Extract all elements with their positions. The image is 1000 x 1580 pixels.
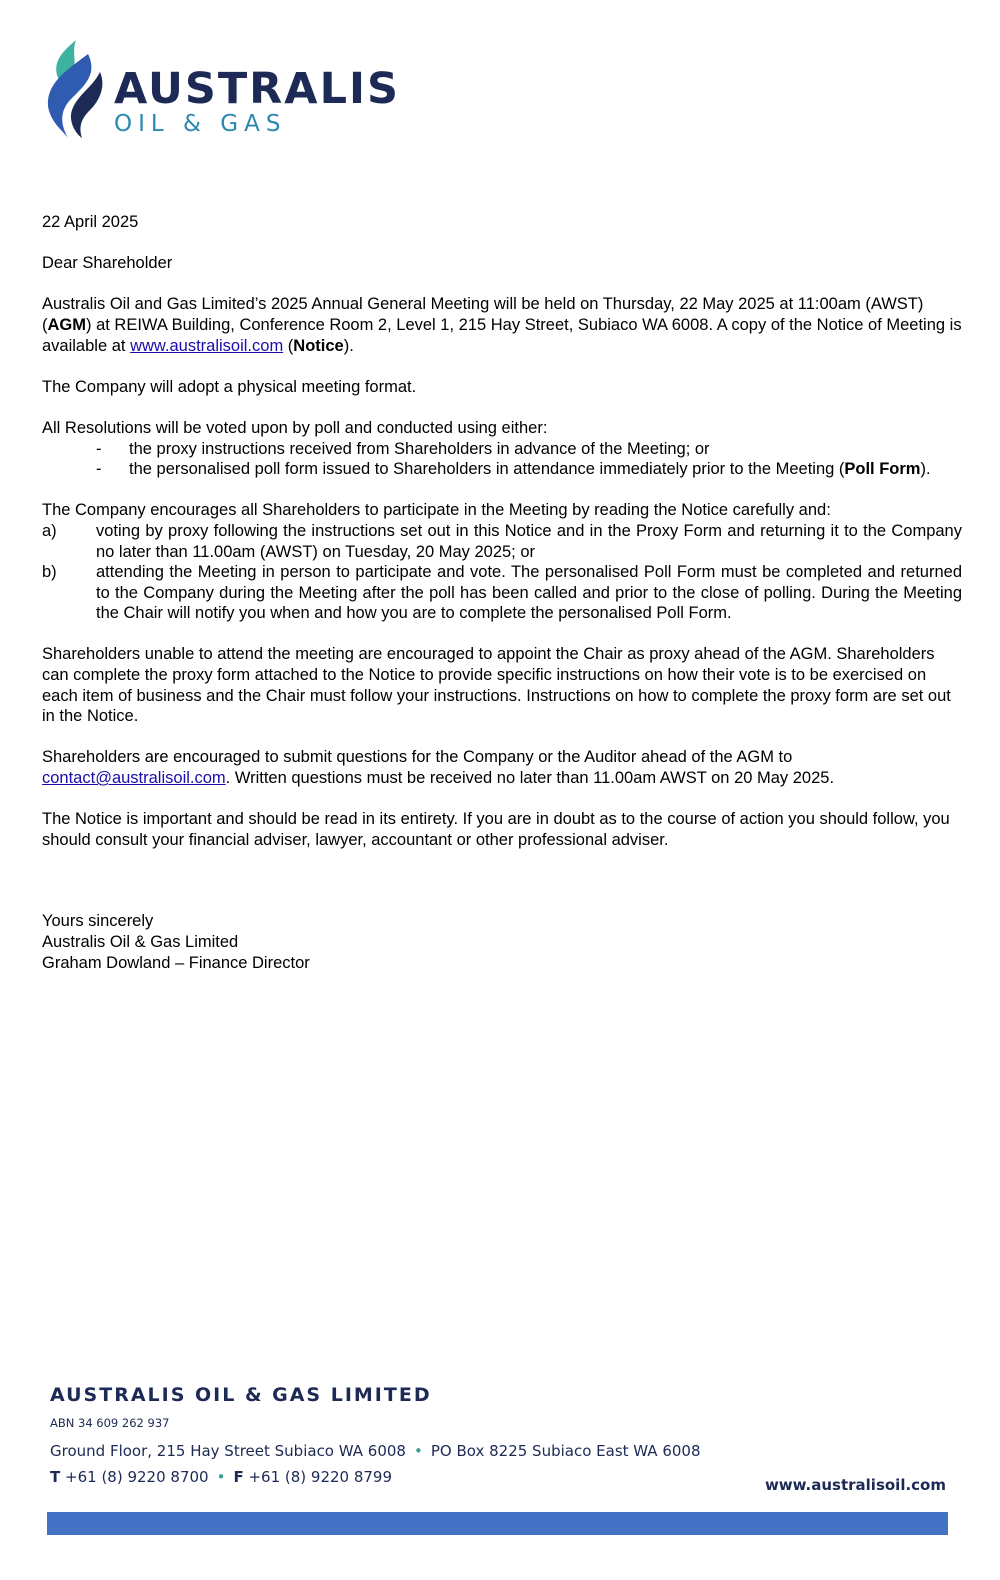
logo-wordmark: AUSTRALIS — [114, 64, 400, 114]
website-link[interactable]: www.australisoil.com — [130, 336, 284, 355]
list-item — [42, 459, 962, 480]
list-item-text: attending the Meeting in person to participate and vote. The personalised Poll Form must be completed and returned to the Company during the Meeting after the poll has been called and prior to the close of polling. During the Meeting the Chair will notify you when and how you are to complete the personalised Poll Form. — [96, 563, 962, 623]
list-marker: - — [96, 460, 102, 479]
list-marker: b) — [42, 563, 57, 582]
bold-term-agm: AGM — [47, 315, 86, 334]
letter-body — [42, 212, 962, 973]
footer-color-bar — [47, 1512, 948, 1535]
footer-address — [50, 1442, 950, 1460]
paragraph-meeting-details — [42, 294, 962, 356]
email-link[interactable]: contact@australisoil.com — [42, 769, 226, 788]
letter-closing — [42, 911, 962, 973]
footer-abn: ABN 34 609 262 937 — [50, 1416, 170, 1430]
list-marker: - — [96, 439, 102, 458]
salutation: Dear Shareholder — [42, 254, 173, 273]
bold-term-notice: Notice — [293, 336, 344, 355]
letterhead-footer — [50, 1384, 950, 1494]
text-segment: ( — [283, 336, 294, 355]
street-address: Ground Floor, 215 Hay Street Subiaco WA 6008 — [50, 1442, 406, 1460]
text-segment: Australis Oil and Gas Limited’s 2025 Annual General Meeting will be held on Thursday, 22 May 2025 at 11:00am (AWST) ( — [42, 295, 924, 334]
list-item-text: the personalised poll form issued to Shareholders in attendance immediately prior to the Meeting ( — [129, 460, 845, 479]
signatory-name: Graham Dowland – Finance Director — [42, 953, 310, 972]
phone-label: T — [50, 1468, 61, 1486]
phone-number: +61 (8) 9220 8700 — [65, 1468, 209, 1486]
paragraph-resolutions-intro: All Resolutions will be voted upon by poll and conducted using either: — [42, 418, 548, 437]
paragraph-participation-intro: The Company encourages all Shareholders to participate in the Meeting by reading the Notice carefully and: — [42, 501, 831, 520]
company-logo — [42, 38, 400, 143]
list-marker: a) — [42, 521, 57, 540]
bullet-separator: • — [216, 1468, 226, 1486]
bold-term-poll-form: Poll Form — [844, 460, 921, 479]
list-item-text: the proxy instructions received from Shareholders in advance of the Meeting; or — [129, 439, 710, 458]
po-box-address: PO Box 8225 Subiaco East WA 6008 — [430, 1442, 701, 1460]
text-segment: Shareholders are encouraged to submit questions for the Company or the Auditor ahead of the AGM to — [42, 748, 793, 767]
footer-company-name: AUSTRALIS OIL & GAS LIMITED — [50, 1384, 432, 1406]
text-segment: ). — [343, 336, 354, 355]
list-item-text: voting by proxy following the instructions set out in this Notice and in the Proxy Form and returning it to the Company no later than 11.00am (AWST) on Tuesday, 20 May 2025; or — [96, 521, 962, 561]
logo-subtitle: OIL & GAS — [114, 111, 287, 137]
letter-date: 22 April 2025 — [42, 213, 139, 231]
signatory-company: Australis Oil & Gas Limited — [42, 933, 239, 951]
list-item-tail: ). — [920, 460, 931, 479]
text-segment: ) at REIWA Building, Conference Room 2, Level 1, 215 Hay Street, Subiaco WA 6008. A copy of the Notice of Meeting is available at — [42, 315, 962, 355]
paragraph-important-notice: The Notice is important and should be read in its entirety. If you are in doubt as to the course of action you should follow, you should consult your financial adviser, lawyer, accountant or other professional adviser. — [42, 810, 950, 849]
text-segment: . Written questions must be received no later than 11.00am AWST on 20 May 2025. — [225, 769, 835, 788]
paragraph-proxy: Shareholders unable to attend the meeting are encouraged to appoint the Chair as proxy ahead of the AGM. Shareholders can complete the proxy form attached to the Notice to provide specific instructions on how their vote is to be exercised on each item of business and the Chair must follow your instructions. Instructions on how to complete the proxy form are set out in the Notice. — [42, 645, 951, 726]
list-item — [42, 562, 962, 624]
bullet-separator: • — [413, 1442, 423, 1460]
fax-number: +61 (8) 9220 8799 — [248, 1468, 393, 1486]
flame-logo-icon — [42, 38, 106, 140]
participation-list — [42, 521, 962, 624]
paragraph-questions — [42, 747, 962, 788]
footer-website[interactable]: www.australisoil.com — [764, 1476, 946, 1494]
resolutions-list — [42, 439, 962, 480]
fax-label: F — [233, 1468, 244, 1486]
list-item — [42, 439, 962, 460]
sign-off: Yours sincerely — [42, 912, 154, 931]
list-item — [42, 521, 962, 562]
paragraph-meeting-format: The Company will adopt a physical meeting format. — [42, 377, 417, 396]
